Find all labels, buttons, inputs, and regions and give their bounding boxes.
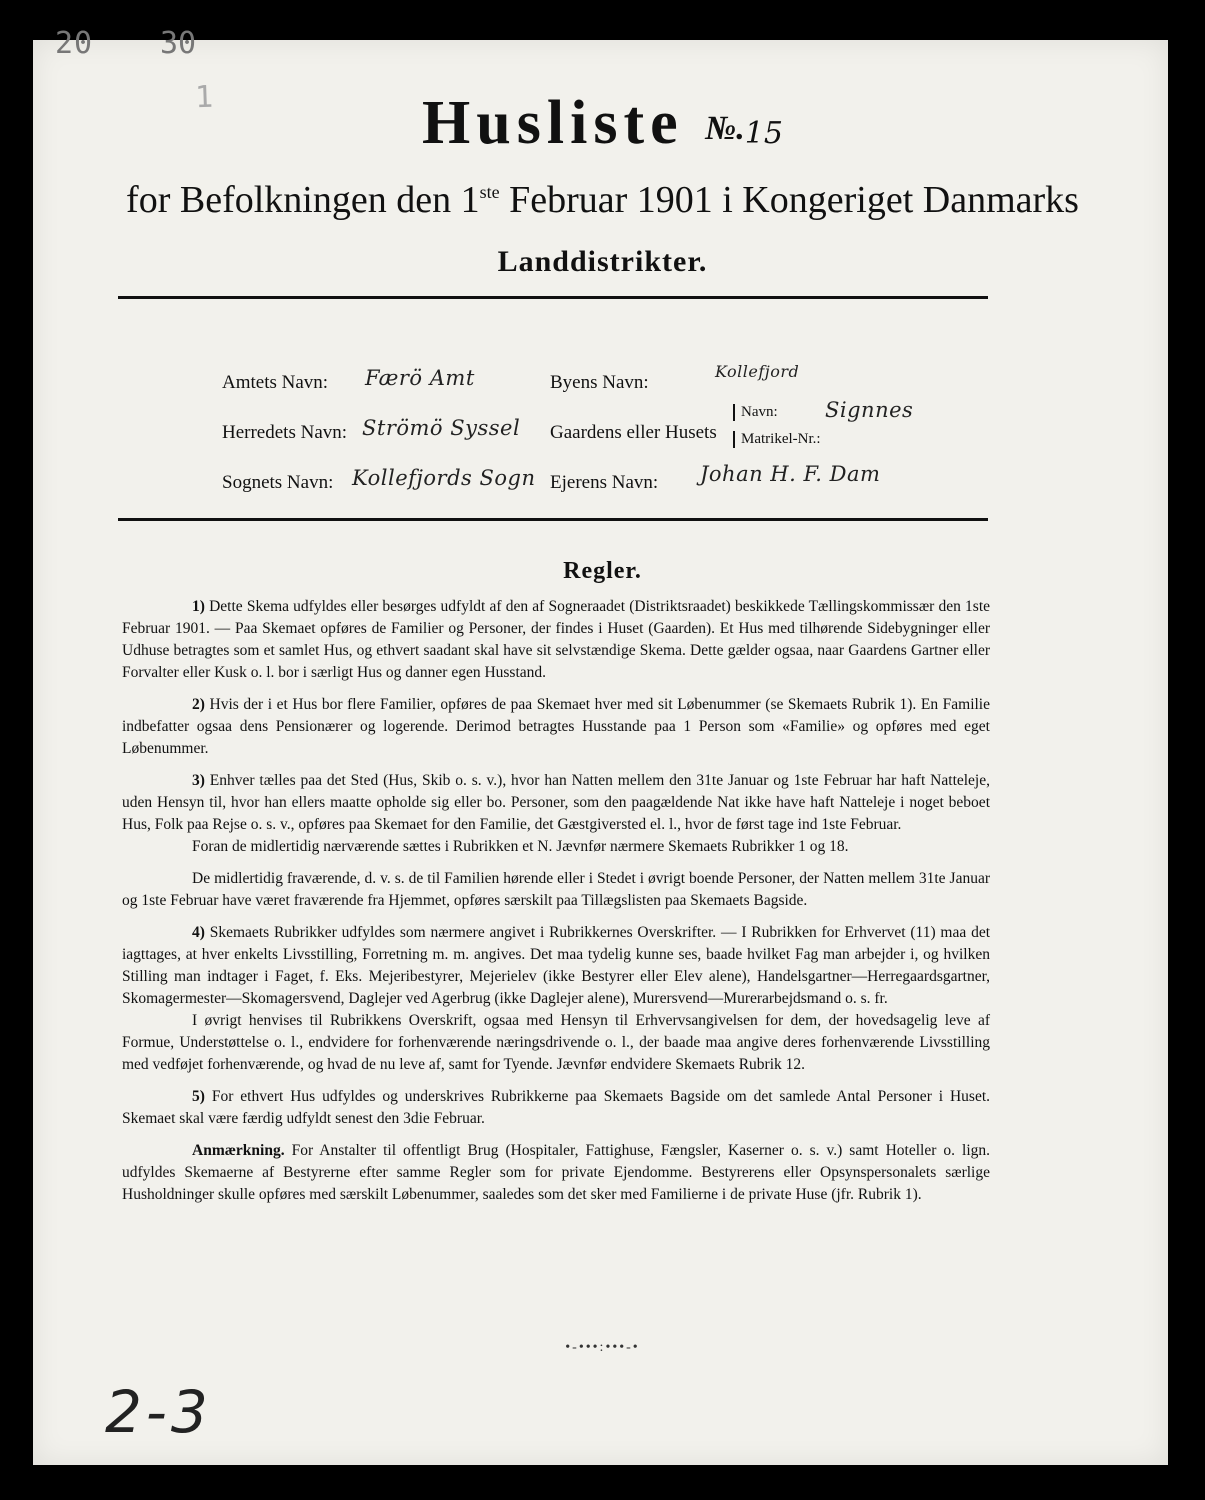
subtitle-post: Februar 1901 i Kongeriget Danmarks bbox=[499, 179, 1079, 221]
house-number: 15 bbox=[744, 116, 783, 151]
ejer-value: Johan H. F. Dam bbox=[700, 462, 881, 486]
by-value: Kollefjord bbox=[715, 362, 800, 381]
subtitle-sup: ste bbox=[479, 182, 500, 202]
rule-3b: Foran de midlertidig nærværende sættes i Rubrikken et N. Jævnfør nærmere Skemaets Rubrikker 1 og 18. bbox=[192, 838, 849, 855]
district-heading: Landdistrikter. bbox=[497, 245, 708, 278]
title-text: Husliste bbox=[422, 89, 684, 157]
rule-4b: I øvrigt henvises til Rubrikkens Overskrift, ogsaa med Hensyn til Erhvervsangivelsen for dem, der hovedsagelig leve af Formue, Understøttelse o. l., endvidere for forhenværende næringsdrivende o. l., der baade maa angive deres forhenværende Livsstilling med vedføjet forhenværende, og hvad de nu leve af, samt for Tyende. Jævnfør endvidere Skemaets Rubrik 12. bbox=[122, 1012, 990, 1073]
rule-1-number: 1) bbox=[192, 598, 205, 615]
corner-mark-faded: 1 bbox=[194, 79, 214, 116]
ornament: •-•••:•••-• bbox=[565, 1340, 640, 1355]
corner-mark-left: 20 bbox=[55, 26, 94, 61]
form-subtitle bbox=[0, 178, 1205, 222]
rule-2 bbox=[122, 694, 990, 760]
ejer-label: Ejerens Navn: bbox=[550, 472, 659, 493]
rule-3c: De midlertidig fraværende, d. v. s. de til Familien hørende eller i Stedet i øvrigt boende Personer, der Natten mellem 31te Januar og 1ste Februar have været fraværende fra Hjemmet, opføres særskilt paa Tillægslisten paa Skemaets Bagside. bbox=[122, 870, 990, 909]
number-label: №. bbox=[705, 109, 745, 147]
rule-2-text: Hvis der i et Hus bor flere Familier, opføres de paa Skemaet hver med sit Løbenummer (se Skemaets Rubrik 1). En Familie indbefatter ogsaa dens Pensionærer og logerende. Derimod betragtes Husstande paa 1 Person som «Familie» og opføres med eget Løbenummer. bbox=[122, 696, 990, 757]
amt-value: Færö Amt bbox=[365, 366, 475, 390]
rule-3-number: 3) bbox=[192, 772, 205, 789]
rule-4 bbox=[122, 922, 990, 1010]
note bbox=[122, 1140, 990, 1206]
form-title bbox=[0, 88, 1205, 159]
rule-4-text: Skemaets Rubrikker udfyldes som nærmere angivet i Rubrikkernes Overskrifter. — I Rubrikken for Erhvervet (11) maa det iagttages, at hver enkelts Livsstilling, Forretning m. m. angives. Det maa tydelig kunne ses, baade hvilket Fag man arbejder i, og hvilken Stilling man indtager i Faget, f. Eks. Mejeribestyrer, Mejerielev (ikke Bestyrer eller Elev alene), Handelsgartner—Herregaardsgartner, Skomagermester—Skomagersvend, Daglejer ved Agerbrug (ikke Daglejer alene), Murersvend—Murerarbejdsmand o. s. fr. bbox=[122, 924, 990, 1007]
rule-5 bbox=[122, 1086, 990, 1130]
herred-label: Herredets Navn: bbox=[222, 422, 348, 443]
handwritten-bottom-note: 2-3 bbox=[105, 1378, 212, 1446]
navn-value: Signnes bbox=[825, 398, 914, 422]
rule-5-text: For ethvert Hus udfyldes og underskrives Rubrikkerne paa Skemaets Bagside om det samlede Antal Personer i Huset. Skemaet skal være færdig udfyldt senest den 3die Februar. bbox=[122, 1088, 991, 1127]
rule-3-text: Enhver tælles paa det Sted (Hus, Skib o. s. v.), hvor han Natten mellem den 31te Januar og 1ste Februar har haft Natteleje, uden Hensyn til, hvor han ellers maatte opholde sig eller bo. Personer, som den paagældende Nat ikke have haft Natteleje i noget beboet Hus, Folk paa Rejse o. s. v., opføres paa Skemaet for den Familie, det Gæstgiversted el. l., hvor de først tage ind 1ste Februar. bbox=[122, 772, 990, 833]
rule-5-number: 5) bbox=[192, 1088, 205, 1105]
rules-heading: Regler. bbox=[563, 558, 642, 584]
subtitle-pre: for Befolkningen den 1 bbox=[126, 179, 480, 221]
amt-label: Amtets Navn: bbox=[222, 372, 329, 393]
note-label: Anmærkning. bbox=[192, 1142, 285, 1159]
rules-body bbox=[122, 596, 990, 1216]
sogn-label: Sognets Navn: bbox=[222, 472, 334, 493]
note-text: For Anstalter til offentligt Brug (Hospitaler, Fattighuse, Fængsler, Kaserner o. s. v.) samt Hoteller o. lign. udfyldes Skemaerne af Bestyrerne efter samme Regler som for private Ejendomme. Bestyrerens eller Opsynspersonalets særlige Husholdninger skulle opføres med særskilt Løbenummer, saaledes som det sker med Familierne i de private Huse (jfr. Rubrik 1). bbox=[122, 1142, 991, 1203]
rule-2-number: 2) bbox=[192, 696, 205, 713]
rule-1-text: Dette Skema udfyldes eller besørges udfyldt af den af Sogneraadet (Distriktsraadet) beskikkede Tællingskommissær den 1ste Februar 1901. — Paa Skemaet opføres de Familier og Personer, der findes i Huset (Gaarden). Et Hus med tilhørende Sidebygninger eller Udhuse betragtes som et samlet Hus, og ethvert saadant skal have sit selvstændige Skema. Dette gælder ogsaa, naar Gaardens Gartner eller Forvalter eller Kusk o. l. bor i særligt Hus og danner egen Husstand. bbox=[122, 598, 991, 681]
navn-label: Navn: bbox=[733, 404, 778, 421]
gaard-label: Gaardens eller Husets bbox=[550, 422, 717, 443]
corner-mark-right: 30 bbox=[160, 26, 197, 61]
herred-value: Strömö Syssel bbox=[362, 416, 521, 440]
top-divider bbox=[118, 296, 988, 299]
rule-4-number: 4) bbox=[192, 924, 205, 941]
rule-1 bbox=[122, 596, 990, 684]
sogn-value: Kollefjords Sogn bbox=[352, 466, 536, 490]
by-label: Byens Navn: bbox=[550, 372, 649, 393]
rule-3 bbox=[122, 770, 990, 836]
bottom-divider bbox=[118, 518, 988, 521]
matrikel-label: Matrikel-Nr.: bbox=[733, 431, 821, 448]
